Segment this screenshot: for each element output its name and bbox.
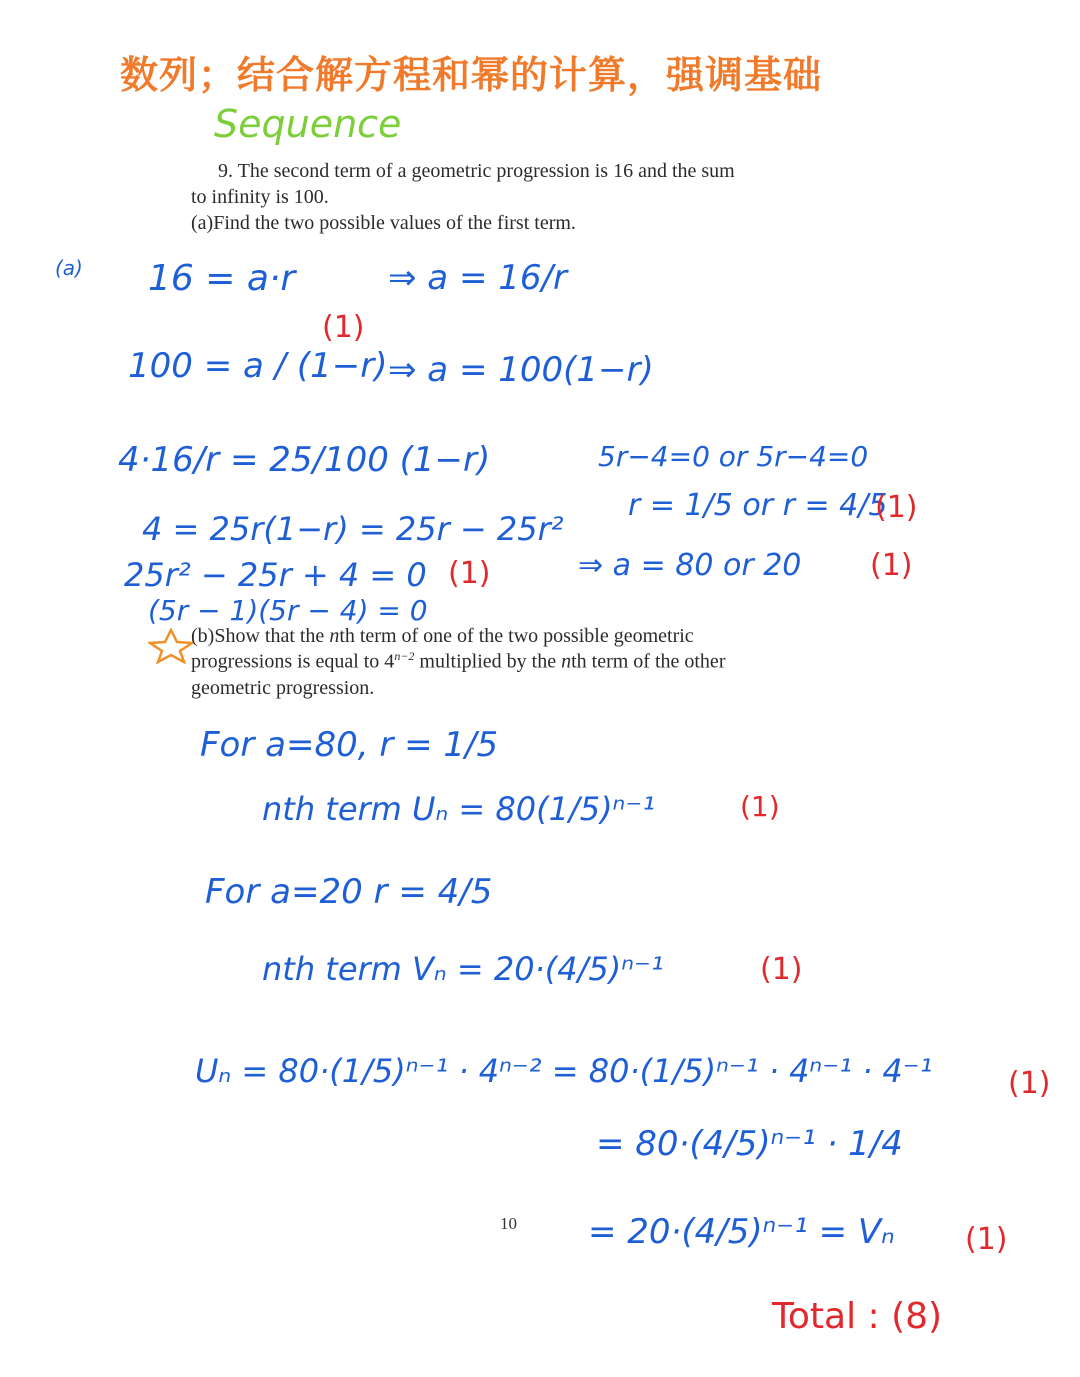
part-a-label: (a) — [55, 256, 83, 280]
question-part-a: (a)Find the two possible values of the first term. — [191, 212, 576, 234]
mark-7: (1) — [1008, 1066, 1051, 1101]
work-b-line-5: Uₙ = 80·(1/5)ⁿ⁻¹ · 4ⁿ⁻² = 80·(1/5)ⁿ⁻¹ · 4ⁿ⁻¹ · 4⁻¹ — [195, 1052, 933, 1090]
mark-3: (1) — [875, 490, 918, 525]
page-number: 10 — [500, 1214, 517, 1233]
work-a-line-1b: ⇒ a = 16/r — [388, 258, 567, 298]
work-b-line-4: nth term Vₙ = 20·(4/5)ⁿ⁻¹ — [262, 950, 664, 988]
mark-4: (1) — [870, 548, 913, 583]
topic-label: Sequence — [214, 102, 402, 146]
mark-6: (1) — [760, 952, 803, 987]
star-icon — [148, 628, 194, 664]
roots-line-3: ⇒ a = 80 or 20 — [578, 548, 802, 583]
work-b-line-3: For a=20 r = 4/5 — [205, 872, 493, 912]
mark-1: (1) — [322, 310, 365, 345]
work-a-line-1a: 16 = a·r — [148, 258, 296, 299]
work-a-line-5: 25r² − 25r + 4 = 0 — [124, 556, 427, 594]
question-line-1: 9. The second term of a geometric progression is 16 and the sum — [218, 160, 735, 182]
mark-2: (1) — [448, 556, 491, 591]
work-b-line-1: For a=80, r = 1/5 — [200, 725, 499, 765]
work-a-line-3: 4·16/r = 25/100 (1−r) — [118, 440, 491, 480]
question-part-b-line-3: geometric progression. — [191, 677, 375, 699]
question-part-b-line-2: progressions is equal to $4^{n-2}$ multiplied by the nth term of the other — [191, 649, 726, 673]
work-b-line-6: = 80·(4/5)ⁿ⁻¹ · 1/4 — [596, 1124, 903, 1164]
work-b-line-7: = 20·(4/5)ⁿ⁻¹ = Vₙ — [588, 1212, 895, 1252]
total-score: Total : (8) — [772, 1296, 943, 1337]
work-a-line-2b: ⇒ a = 100(1−r) — [388, 350, 654, 390]
work-a-line-4: 4 = 25r(1−r) = 25r − 25r² — [142, 510, 564, 548]
mark-8: (1) — [965, 1222, 1008, 1257]
work-a-line-6: (5r − 1)(5r − 4) = 0 — [148, 594, 428, 627]
question-part-b-line-1: (b)Show that the nth term of one of the two possible geometric — [191, 625, 694, 647]
question-line-2: to infinity is 100. — [191, 186, 329, 208]
work-a-line-2a: 100 = a / (1−r) — [128, 346, 388, 386]
page-header: 数列；结合解方程和幂的计算，强调基础 — [120, 53, 823, 97]
work-b-line-2: nth term Uₙ = 80(1/5)ⁿ⁻¹ — [262, 790, 656, 828]
mark-5: (1) — [740, 790, 780, 823]
roots-line-1: 5r−4=0 or 5r−4=0 — [598, 440, 869, 473]
roots-line-2: r = 1/5 or r = 4/5 — [628, 488, 888, 523]
